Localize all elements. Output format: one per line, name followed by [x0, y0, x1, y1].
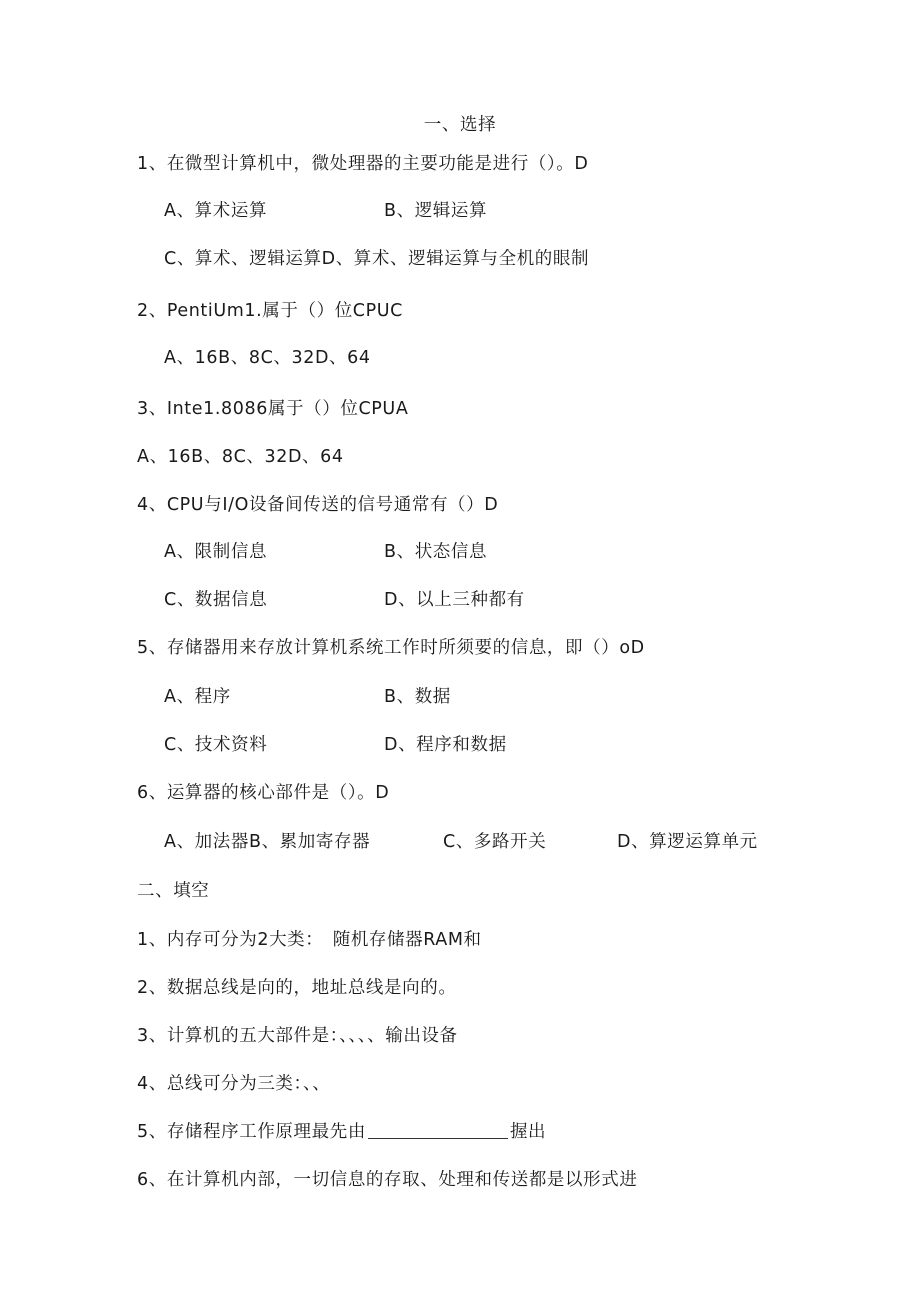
question-4-option-a: A、限制信息 — [164, 542, 268, 562]
question-5-option-b: B、数据 — [384, 687, 451, 707]
fill-question-1: 1、内存可分为2大类： 随机存储器RAM和 — [137, 930, 482, 950]
fill-question-6: 6、在计算机内部，一切信息的存取、处理和传送都是以形式进 — [137, 1170, 638, 1190]
question-6-option-d: D、算逻运算单元 — [617, 832, 758, 852]
question-2-stem: 2、PentiUm1.属于（）位CPUC — [137, 301, 403, 321]
question-1-stem: 1、在微型计算机中，微处理器的主要功能是进行（）。D — [137, 154, 589, 174]
fill-question-2: 2、数据总线是向的，地址总线是向的。 — [137, 978, 457, 998]
question-1-option-b: B、逻辑运算 — [384, 201, 488, 221]
answer-blank-line — [368, 1122, 508, 1139]
question-5-option-c: C、技术资料 — [164, 735, 268, 755]
question-1-option-a: A、算术运算 — [164, 201, 268, 221]
fill-question-5 — [137, 1121, 546, 1143]
section-title-fill: 二、填空 — [137, 881, 210, 901]
question-4-option-c: C、数据信息 — [164, 590, 268, 610]
question-2-options: A、16B、8C、32D、64 — [164, 348, 371, 368]
question-3-stem: 3、Inte1.8086属于（）位CPUA — [137, 399, 409, 419]
question-6-option-c: C、多路开关 — [443, 832, 547, 852]
question-6-stem: 6、运算器的核心部件是（）。D — [137, 783, 390, 803]
section-title-choice: 一、选择 — [423, 115, 497, 135]
question-4-option-b: B、状态信息 — [384, 542, 488, 562]
question-1-options-cd: C、算术、逻辑运算D、算术、逻辑运算与全机的眼制 — [164, 249, 590, 269]
question-4-option-d: D、以上三种都有 — [384, 590, 525, 610]
fill-question-5-text-after: 握出 — [509, 1122, 547, 1142]
question-3-options: A、16B、8C、32D、64 — [137, 447, 344, 467]
fill-question-5-text-before: 5、存储程序工作原理最先由 — [137, 1122, 366, 1142]
question-4-stem: 4、CPU与I/O设备间传送的信号通常有（）D — [137, 495, 499, 515]
fill-question-4: 4、总线可分为三类：、、 — [137, 1074, 331, 1094]
question-5-option-d: D、程序和数据 — [384, 735, 507, 755]
question-5-stem: 5、存储器用来存放计算机系统工作时所须要的信息，即（）oD — [137, 638, 645, 658]
question-6-options-ab: A、加法器B、累加寄存器 — [164, 832, 371, 852]
fill-question-3: 3、计算机的五大部件是：、、、、输出设备 — [137, 1026, 458, 1046]
question-5-option-a: A、程序 — [164, 687, 231, 707]
